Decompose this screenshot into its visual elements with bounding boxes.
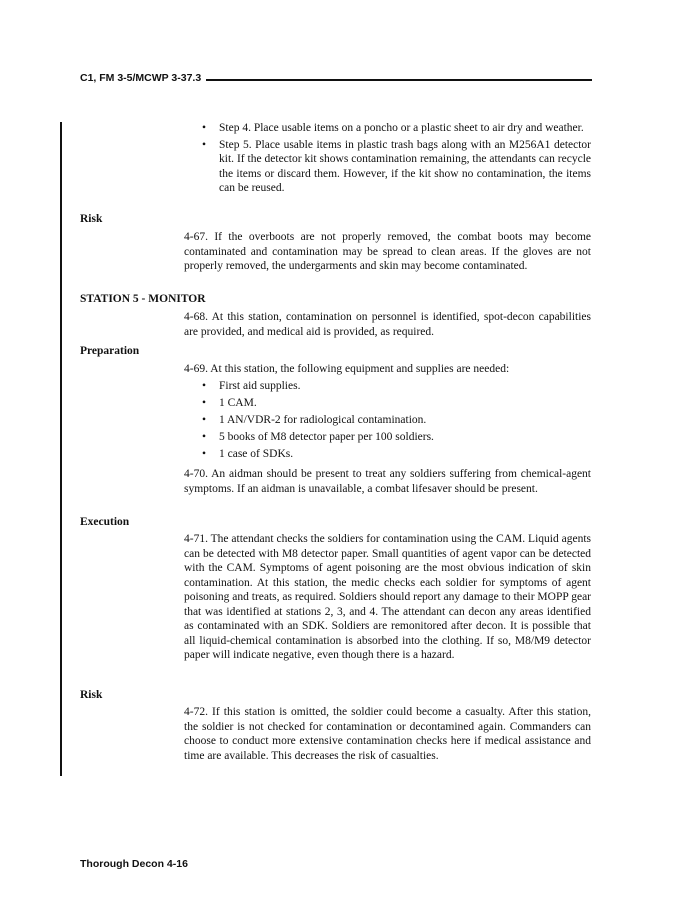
header-rule (206, 79, 592, 81)
page-footer: Thorough Decon 4-16 (80, 858, 188, 870)
list-item (202, 413, 591, 430)
change-bar (60, 122, 62, 776)
supply-item: 1 AN/VDR-2 for radiological contamination. (219, 414, 427, 426)
supply-item: First aid supplies. (219, 380, 301, 392)
paragraph-4-69: 4-69. At this station, the following equipment and supplies are needed: (184, 363, 510, 375)
paragraph-4-67: 4-67. If the overboots are not properly removed, the combat boots may become contaminated and contamination may be spread to clean areas. If the gloves are not properly removed, the undergarments and skin may become contaminated. (184, 231, 591, 272)
bullet-icon: • (202, 122, 207, 134)
bullet-icon: • (202, 414, 207, 426)
list-item (202, 138, 591, 196)
list-item (202, 430, 591, 447)
bullet-icon: • (202, 397, 207, 409)
supply-item: 5 books of M8 detector paper per 100 soldiers. (219, 431, 434, 443)
supply-item: 1 case of SDKs. (219, 448, 294, 460)
list-item (202, 121, 591, 136)
paragraph-4-71: 4-71. The attendant checks the soldiers for contamination using the CAM. Liquid agents can be detected with M8 detector paper. Small quantities of agent vapor can be detected with the CAM. Symptoms of agent poisoning are the most obvious indication of skin contamination. At this station, the medic checks each soldier for symptoms of agent poisoning and treats, as required. Soldiers should report any damage to their MOPP gear that was identified at stations 2, 3, and 4. The attendant can decon any areas identified as contaminated with an SDK. Soldiers are remonitored after decon. It is possible that all liquid-chemical contamination is absorbed into the clothing. If so, M8/M9 detector paper will indicate negative, even though there is a hazard. (184, 533, 591, 661)
risk-heading: Risk (80, 689, 103, 701)
supplies-list (202, 379, 591, 464)
step-4-text: Step 4. Place usable items on a poncho or a plastic sheet to air dry and weather. (219, 122, 584, 134)
risk-heading: Risk (80, 213, 103, 225)
supply-item: 1 CAM. (219, 397, 257, 409)
step-5-text: Step 5. Place usable items in plastic trash bags along with an M256A1 detector kit. If the detector kit shows contamination remaining, the attendants can recycle the items or discard them. However, if the kit show no contamination, the items can be reused. (219, 138, 591, 194)
bullet-icon: • (202, 138, 207, 151)
list-item (202, 379, 591, 396)
bullet-icon: • (202, 380, 207, 392)
step-list (202, 121, 591, 196)
bullet-icon: • (202, 431, 207, 443)
list-item (202, 447, 591, 464)
bullet-icon: • (202, 448, 207, 460)
paragraph-4-70: 4-70. An aidman should be present to treat any soldiers suffering from chemical-agent symptoms. If an aidman is unavailable, a combat lifesaver should be present. (184, 468, 591, 495)
execution-heading: Execution (80, 516, 130, 528)
list-item (202, 396, 591, 413)
station-5-heading: STATION 5 - MONITOR (80, 293, 206, 305)
paragraph-4-72: 4-72. If this station is omitted, the soldier could become a casualty. After this station, the soldier is not checked for contamination or decontamined again. Commanders can choose to conduct more extensive contamination checks here if medical assistance and time are available. This decreases the risk of casualties. (184, 706, 591, 762)
running-header (80, 71, 592, 85)
paragraph-4-68: 4-68. At this station, contamination on personnel is identified, spot-decon capabilities are provided, and medical aid is provided, as required. (184, 311, 591, 338)
preparation-heading: Preparation (80, 345, 140, 357)
header-title: C1, FM 3-5/MCWP 3-37.3 (80, 72, 202, 84)
